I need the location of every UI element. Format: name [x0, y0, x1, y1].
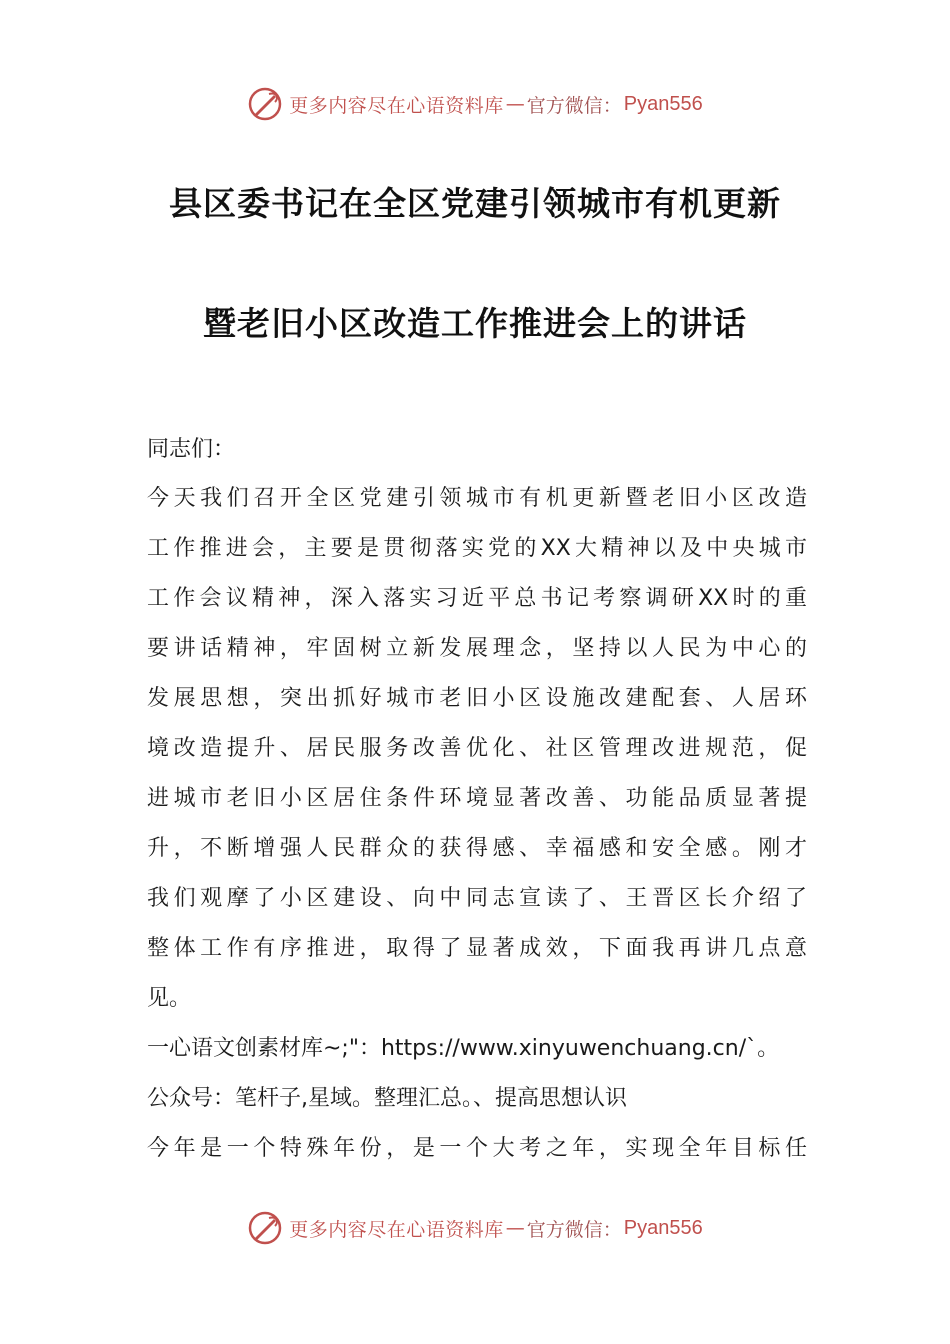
salutation: 同志们：: [147, 437, 236, 462]
quill-logo-icon: [247, 1210, 283, 1246]
paragraph-line: 要讲话精神，牢固树立新发展理念，坚持以人民为中心的: [147, 636, 807, 661]
paragraph-line: 整体工作有序推进，取得了显著成效，下面我再讲几点意: [147, 936, 807, 961]
paragraph-line: 见。: [147, 986, 192, 1011]
watermark-label: 官方微信：: [526, 1218, 622, 1241]
watermark-banner-top: [0, 84, 950, 124]
watermark-dash: —: [505, 93, 525, 115]
watermark-text: 更多内容尽在心语资料库: [289, 94, 504, 117]
quill-logo-icon: [247, 86, 283, 122]
paragraph-line: 今年是一个特殊年份，是一个大考之年，实现全年目标任: [147, 1136, 807, 1161]
watermark-text: 更多内容尽在心语资料库: [289, 1218, 504, 1241]
watermark-wechat-id: Pyan556: [623, 92, 703, 115]
paragraph-line: 进城市老旧小区居住条件环境显著改善、功能品质显著提: [147, 786, 807, 811]
paragraph-line: 发展思想，突出抓好城市老旧小区设施改建配套、人居环: [147, 686, 807, 711]
paragraph-line: 升，不断增强人民群众的获得感、幸福感和安全感。刚才: [147, 836, 807, 861]
watermark-dash: —: [505, 1217, 525, 1239]
paragraph-line: 今天我们召开全区党建引领城市有机更新暨老旧小区改造: [147, 486, 807, 511]
source-link-line: 一心语文创素材库~;"：https://www.xinyuwenchuang.cn/`。: [147, 1036, 780, 1061]
watermark-label: 官方微信：: [526, 94, 622, 117]
source-line-2: 公众号：笔杆子,星域。整理汇总。、提高思想认识: [147, 1086, 627, 1111]
paragraph-line: 工作推进会，主要是贯彻落实党的XX大精神以及中央城市: [147, 536, 807, 561]
document-title-line-1: 县区委书记在全区党建引领城市有机更新: [169, 184, 781, 223]
paragraph-line: 工作会议精神，深入落实习近平总书记考察调研XX时的重: [147, 586, 807, 611]
document-title-line-2: 暨老旧小区改造工作推进会上的讲话: [203, 304, 747, 343]
paragraph-line: 境改造提升、居民服务改善优化、社区管理改进规范，促: [147, 736, 807, 761]
watermark-wechat-id: Pyan556: [623, 1216, 703, 1239]
paragraph-line: 我们观摩了小区建设、向中同志宣读了、王晋区长介绍了: [147, 886, 807, 911]
watermark-banner-bottom: [0, 1208, 950, 1248]
